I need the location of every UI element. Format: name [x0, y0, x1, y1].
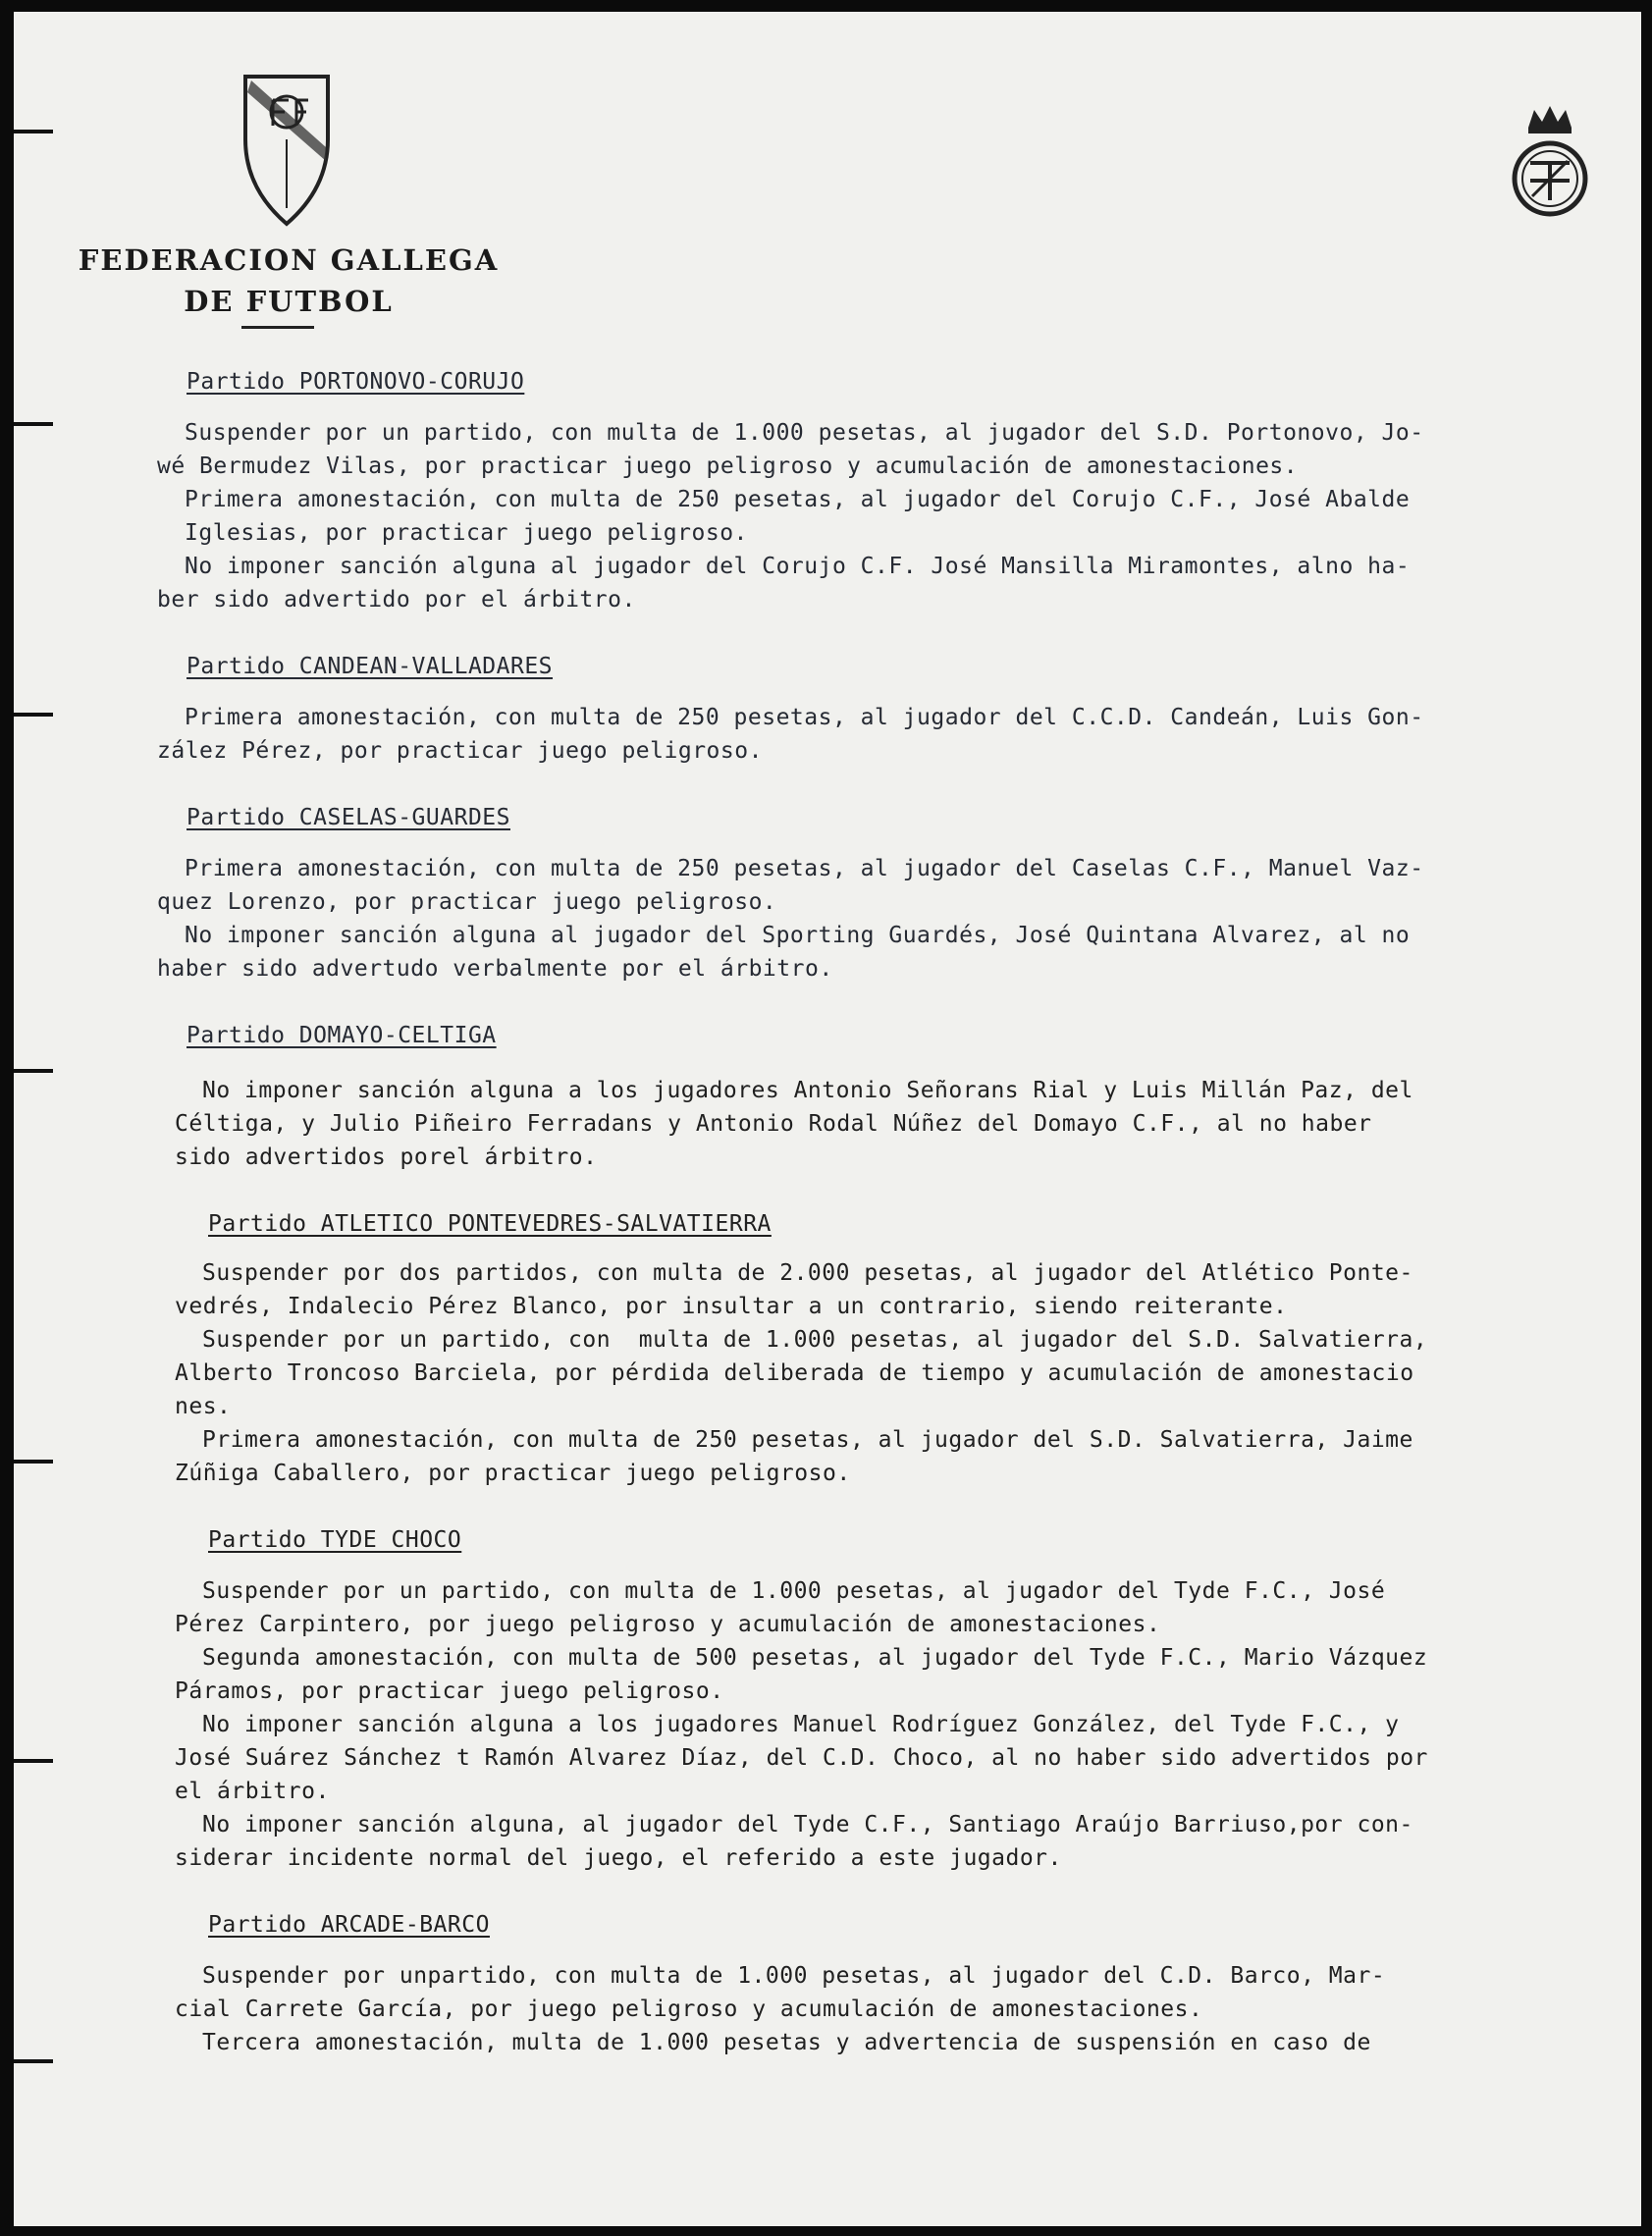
- text-line: No imponer sanción alguna a los jugadores Manuel Rodríguez González, del Tyde F.C., y: [202, 1712, 1400, 1737]
- text-line: quez Lorenzo, por practicar juego peligroso.: [157, 889, 777, 915]
- paragraph: [175, 1808, 1627, 1875]
- paragraph: [175, 1074, 1627, 1174]
- federation-shield-icon: [238, 71, 336, 228]
- paragraph: [175, 1959, 1627, 2026]
- document-page: [14, 12, 1641, 2226]
- text-line: nes.: [175, 1394, 232, 1419]
- federation-name: [73, 240, 505, 322]
- paragraph: [157, 483, 1629, 550]
- text-line: siderar incidente normal del juego, el referido a este jugador.: [175, 1845, 1062, 1871]
- section-heading: Partido CANDEAN-VALLADARES: [187, 654, 554, 679]
- paragraph: [157, 701, 1629, 768]
- text-line: Primera amonestación, con multa de 250 pesetas, al jugador del Caselas C.F., Manuel Vaz-: [185, 856, 1424, 881]
- binder-hole-mark: [14, 422, 53, 426]
- text-line: José Suárez Sánchez t Ramón Alvarez Díaz, del C.D. Choco, al no haber sido advertidos por: [175, 1745, 1428, 1771]
- text-line: Tercera amonestación, multa de 1.000 pesetas y advertencia de suspensión en caso de: [202, 2030, 1371, 2055]
- text-line: Pérez Carpintero, por juego peligroso y acumulación de amonestaciones.: [175, 1612, 1161, 1637]
- text-line: Primera amonestación, con multa de 250 pesetas, al jugador del C.C.D. Candeán, Luis Gon-: [185, 705, 1424, 730]
- text-line: vedrés, Indalecio Pérez Blanco, por insultar a un contrario, siendo reiterante.: [175, 1294, 1288, 1319]
- binder-hole-mark: [14, 713, 53, 717]
- section-heading: Partido CASELAS-GUARDES: [187, 805, 510, 830]
- text-line: No imponer sanción alguna a los jugadores Antonio Señorans Rial y Luis Millán Paz, del: [202, 1078, 1413, 1103]
- section-heading: Partido PORTONOVO-CORUJO: [187, 369, 525, 395]
- paragraph: [175, 2026, 1627, 2059]
- binder-hole-mark: [14, 1069, 53, 1073]
- section-heading: Partido DOMAYO-CELTIGA: [187, 1023, 497, 1048]
- paragraph: [157, 550, 1629, 616]
- section-heading: Partido ARCADE-BARCO: [208, 1912, 490, 1938]
- paragraph: [175, 1256, 1627, 1323]
- text-line: Alberto Troncoso Barciela, por pérdida deliberada de tiempo y acumulación de amonestacio: [175, 1360, 1414, 1386]
- text-line: Céltiga, y Julio Piñeiro Ferradans y Antonio Rodal Núñez del Domayo C.F., al no haber: [175, 1111, 1372, 1137]
- text-line: Primera amonestación, con multa de 250 pesetas, al jugador del Corujo C.F., José Abalde: [185, 487, 1411, 512]
- paragraph: [175, 1323, 1627, 1423]
- text-line: zález Pérez, por practicar juego peligroso.: [157, 738, 763, 764]
- paragraph: [157, 919, 1629, 985]
- text-line: No imponer sanción alguna, al jugador del Tyde C.F., Santiago Araújo Barriuso,por con-: [202, 1812, 1413, 1837]
- federation-name-line2: DE FUTBOL: [184, 285, 394, 318]
- federation-name-line1: FEDERACION GALLEGA: [78, 243, 500, 277]
- text-line: Suspender por un partido, con multa de 1.000 pesetas, al jugador del Tyde F.C., José: [202, 1578, 1386, 1604]
- binder-hole-mark: [14, 130, 53, 133]
- text-line: haber sido advertudo verbalmente por el árbitro.: [157, 956, 833, 982]
- section-heading: Partido ATLETICO PONTEVEDRES-SALVATIERRA: [208, 1211, 772, 1237]
- text-line: Suspender por dos partidos, con multa de 2.000 pesetas, al jugador del Atlético Ponte-: [202, 1260, 1413, 1286]
- binder-hole-mark: [14, 1759, 53, 1763]
- text-line: No imponer sanción alguna al jugador del Corujo C.F. José Mansilla Miramontes, alno ha-: [185, 554, 1411, 579]
- title-rule: [241, 326, 314, 329]
- text-line: Iglesias, por practicar juego peligroso.: [185, 520, 748, 546]
- text-line: ber sido advertido por el árbitro.: [157, 587, 636, 612]
- text-line: Suspender por un partido, con multa de 1.000 pesetas, al jugador del S.D. Salvatierra,: [202, 1327, 1428, 1353]
- text-line: Suspender por unpartido, con multa de 1.000 pesetas, al jugador del C.D. Barco, Mar-: [202, 1963, 1386, 1989]
- binder-hole-mark: [14, 2059, 53, 2063]
- text-line: Zúñiga Caballero, por practicar juego peligroso.: [175, 1461, 851, 1486]
- paragraph: [175, 1423, 1627, 1490]
- paragraph: [157, 416, 1629, 483]
- text-line: sido advertidos porel árbitro.: [175, 1145, 598, 1170]
- text-line: No imponer sanción alguna al jugador del Sporting Guardés, José Quintana Alvarez, al no: [185, 923, 1411, 948]
- text-line: Páramos, por practicar juego peligroso.: [175, 1678, 724, 1704]
- paragraph: [157, 852, 1629, 919]
- paragraph: [175, 1641, 1627, 1708]
- text-line: Suspender por un partido, con multa de 1.000 pesetas, al jugador del S.D. Portonovo, Jo-: [185, 420, 1424, 446]
- text-line: Primera amonestación, con multa de 250 pesetas, al jugador del S.D. Salvatierra, Jaime: [202, 1427, 1413, 1453]
- paragraph: [175, 1708, 1627, 1808]
- binder-hole-mark: [14, 1460, 53, 1464]
- text-line: Segunda amonestación, con multa de 500 pesetas, al jugador del Tyde F.C., Mario Vázquez: [202, 1645, 1428, 1671]
- text-line: wé Bermudez Vilas, por practicar juego peligroso y acumulación de amonestaciones.: [157, 453, 1299, 479]
- royal-federation-emblem-icon: [1501, 98, 1599, 226]
- text-line: el árbitro.: [175, 1779, 330, 1804]
- section-heading: Partido TYDE CHOCO: [208, 1527, 462, 1553]
- text-line: cial Carrete García, por juego peligroso y acumulación de amonestaciones.: [175, 1996, 1203, 2022]
- paragraph: [175, 1574, 1627, 1641]
